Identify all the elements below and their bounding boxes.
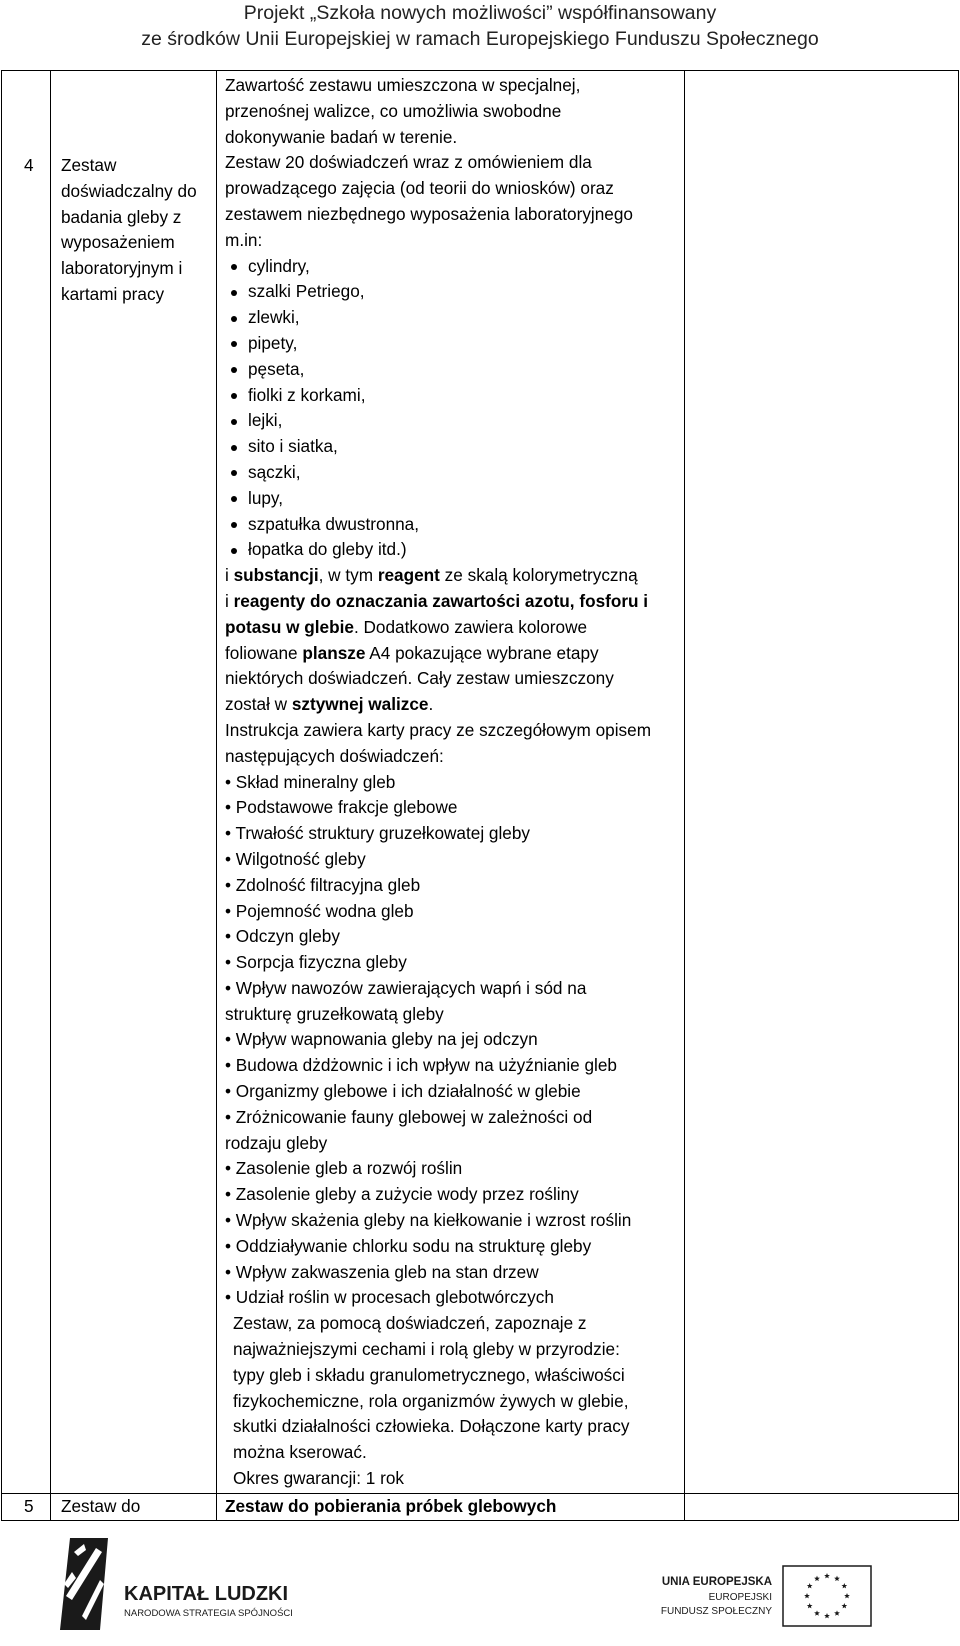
bold-text: reagent: [377, 565, 440, 586]
list-item: pipety,: [225, 331, 680, 357]
list-item: • Pojemność wodna gleb: [225, 900, 414, 921]
list-item: • Skład mineralny gleb: [225, 771, 396, 792]
bold-text: potasu w glebie: [225, 616, 354, 637]
kapital-ludzki-logo: [60, 1538, 293, 1630]
page-footer: [0, 1488, 960, 1638]
bold-text: sztywnej walizce: [291, 694, 429, 715]
list-item: • Wilgotność gleby: [225, 848, 366, 869]
item-name: Zestaw do: [51, 1493, 217, 1520]
item-name-line: wyposażeniem: [61, 232, 175, 253]
item-name: [51, 71, 217, 1494]
specification-table: [1, 70, 959, 1521]
list-item: • Budowa dżdżownic i ich wpływ na użyźnianie gleb: [225, 1055, 617, 1076]
eu-logo: [661, 1566, 871, 1626]
list-item: • Wpływ nawozów zawierających wapń i sód na: [225, 977, 587, 998]
list-item: • Zasolenie gleby a zużycie wody przez rośliny: [225, 1184, 579, 1205]
list-item: • Wpływ zakwaszenia gleb na stan drzew: [225, 1261, 539, 1282]
list-item: sączki,: [225, 460, 680, 486]
list-item: • Trwałość struktury gruzełkowatej gleby: [225, 823, 531, 844]
list-item: • Sorpcja fizyczna gleby: [225, 952, 407, 973]
description-line: Instrukcja zawiera karty pracy ze szczegółowym opisem: [225, 719, 652, 740]
description-line: został w sztywnej walizce.: [225, 694, 434, 715]
description-line: następujących doświadczeń:: [225, 745, 444, 766]
description-line: prowadzącego zajęcia (od teorii do wniosków) oraz: [225, 178, 614, 199]
description-line: dokonywanie badań w terenie.: [225, 126, 458, 147]
list-item: • Podstawowe frakcje glebowe: [225, 797, 458, 818]
bold-text: plansze: [302, 642, 366, 663]
description-line: typy gleb i składu granulometrycznego, właściwości: [233, 1364, 625, 1385]
list-item: łopatka do gleby itd.): [225, 537, 680, 563]
list-item: • Wpływ skażenia gleby na kiełkowanie i wzrost roślin: [225, 1210, 632, 1231]
item-name-line: badania gleby z: [61, 206, 182, 227]
description-line: potasu w glebie. Dodatkowo zawiera kolorowe: [225, 616, 588, 637]
list-item: szpatułka dwustronna,: [225, 512, 680, 538]
header-line-2: ze środków Unii Europejskiej w ramach Europejskiego Funduszu Społecznego: [141, 28, 819, 50]
list-item: • Zróżnicowanie fauny glebowej w zależności od: [225, 1106, 593, 1127]
list-item: zlewki,: [225, 305, 680, 331]
header-line-1: Projekt „Szkoła nowych możliwości” współfinansowany: [243, 2, 717, 24]
description-line: i substancji, w tym reagent ze skalą kolorymetryczną: [225, 565, 638, 586]
table-row: [2, 71, 959, 1494]
description-line: foliowane plansze A4 pokazujące wybrane etapy: [225, 642, 599, 663]
kapital-ludzki-emblem-icon: [60, 1538, 108, 1630]
list-item: • Zdolność filtracyjna gleb: [225, 874, 421, 895]
empty-cell: [685, 71, 959, 1494]
list-item: strukturę gruzełkowatą gleby: [225, 1003, 444, 1024]
list-item: pęseta,: [225, 357, 680, 383]
experiments-list: [225, 770, 680, 1312]
description-line: niektórych doświadczeń. Cały zestaw umieszczony: [225, 668, 614, 689]
item-name-line: doświadczalny do: [61, 180, 197, 201]
description-line: m.in:: [225, 229, 263, 250]
item-name-line: Zestaw: [61, 155, 117, 175]
equipment-list: [225, 254, 680, 564]
list-item: • Zasolenie gleb a rozwój roślin: [225, 1158, 463, 1179]
warranty-line: Okres gwarancji: 1 rok: [233, 1468, 404, 1489]
list-item: lejki,: [225, 408, 680, 434]
bold-text: substancji: [233, 565, 319, 586]
description-line: Zestaw, za pomocą doświadczeń, zapoznaje z: [233, 1313, 587, 1334]
description-line: można kserować.: [233, 1442, 367, 1463]
list-item: • Organizmy glebowe i ich działalność w glebie: [225, 1081, 581, 1102]
description-line: i reagenty do oznaczania zawartości azotu, fosforu i: [225, 590, 649, 611]
item-name-line: kartami pracy: [61, 283, 165, 304]
eu-stars-flag-icon: [783, 1566, 871, 1626]
row-number: 5: [2, 1493, 51, 1520]
list-item: • Udział roślin w procesach glebotwórczych: [225, 1287, 554, 1308]
list-item: sito i siatka,: [225, 434, 680, 460]
bold-text: reagenty do oznaczania zawartości azotu, fosforu i: [233, 590, 649, 611]
list-item: • Oddziaływanie chlorku sodu na strukturę gleby: [225, 1235, 592, 1256]
description-line: skutki działalności człowieka. Dołączone karty pracy: [233, 1416, 630, 1437]
description-line: Zawartość zestawu umieszczona w specjalnej,: [225, 75, 581, 95]
list-item: lupy,: [225, 486, 680, 512]
description-line: fizykochemiczne, rola organizmów żywych w glebie,: [233, 1390, 629, 1411]
left-logo-subtitle: NARODOWA STRATEGIA SPÓJNOŚCI: [124, 1608, 293, 1619]
list-item: fiolki z korkami,: [225, 383, 680, 409]
right-logo-line-3: FUNDUSZ SPOŁECZNY: [660, 1606, 772, 1617]
bold-text: Zestaw do pobierania próbek glebowych: [225, 1495, 557, 1516]
footer-logos: [0, 1488, 960, 1638]
description-line: przenośnej walizce, co umożliwia swobodne: [225, 100, 562, 121]
left-logo-title: KAPITAŁ LUDZKI: [124, 1583, 289, 1605]
list-item: szalki Petriego,: [225, 279, 680, 305]
page-header: [0, 0, 960, 52]
list-item: cylindry,: [225, 254, 680, 280]
list-item: • Odczyn gleby: [225, 926, 340, 947]
list-item: rodzaju gleby: [225, 1132, 328, 1153]
item-description: [217, 71, 685, 1494]
right-logo-line-1: UNIA EUROPEJSKA: [661, 1576, 772, 1588]
description-line: zestawem niezbędnego wyposażenia laboratoryjnego: [225, 203, 633, 224]
description-line: najważniejszymi cechami i rolą gleby w przyrodzie:: [233, 1339, 620, 1360]
list-item: • Wpływ wapnowania gleby na jej odczyn: [225, 1029, 538, 1050]
row-number: 4: [2, 71, 51, 1494]
item-name-line: laboratoryjnym i: [61, 258, 183, 279]
description-line: Zestaw 20 doświadczeń wraz z omówieniem dla: [225, 152, 592, 173]
right-logo-line-2: EUROPEJSKI: [708, 1592, 772, 1603]
